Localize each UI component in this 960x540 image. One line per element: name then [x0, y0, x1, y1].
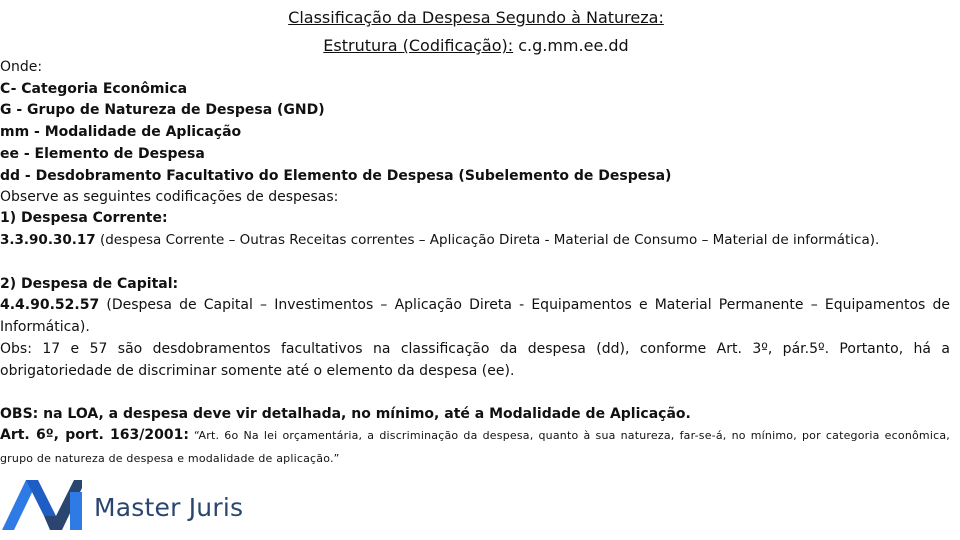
legend-item-g: G - Grupo de Natureza de Despesa (GND)	[0, 102, 325, 118]
master-juris-logo	[0, 478, 243, 536]
obs2-text: OBS: na LOA, a despesa deve vir detalhada, no mínimo, até a Modalidade de Aplicação.	[0, 406, 691, 422]
observe-text: Observe as seguintes codificações de despesas:	[0, 189, 339, 205]
legend-item-dd: dd - Desdobramento Facultativo do Elemento de Despesa (Subelemento de Despesa)	[0, 168, 672, 184]
legend-item-ee: ee - Elemento de Despesa	[0, 146, 205, 162]
legend-intro: Onde:	[0, 59, 43, 75]
example2-heading: 2) Despesa de Capital:	[0, 276, 179, 292]
example1-heading: 1) Despesa Corrente:	[0, 210, 168, 226]
example2-code: 4.4.90.52.57	[0, 297, 100, 313]
article-citation	[0, 424, 950, 470]
logo-text: Master Juris	[94, 492, 244, 522]
article-ref: Art. 6º, port. 163/2001:	[0, 427, 189, 443]
example1-text: (despesa Corrente – Outras Receitas correntes – Aplicação Direta - Material de Consumo – Material de informática).	[95, 232, 880, 248]
example2-text: (Despesa de Capital – Investimentos – Aplicação Direta - Equipamentos e Material Permanente – Equipamentos de Informática).	[0, 297, 950, 335]
example1-code: 3.3.90.30.17	[0, 232, 96, 248]
legend-item-mm: mm - Modalidade de Aplicação	[0, 124, 242, 140]
structure-code: c.g.mm.ee.dd	[513, 36, 629, 55]
article-quote: “Art. 6o Na lei orçamentária, a discriminação da despesa, quanto à sua natureza, far-se-á, no mínimo, por categoria econômica, grupo de natureza de despesa e modalidade de aplicação.”	[0, 429, 950, 465]
master-juris-logo-icon	[0, 478, 84, 536]
legend-item-c: C- Categoria Econômica	[0, 81, 188, 97]
slide-title: Classificação da Despesa Segundo à Natureza:	[288, 8, 664, 27]
slide-subtitle	[0, 36, 952, 55]
example1-body	[0, 230, 879, 250]
example2-body	[0, 294, 950, 338]
structure-label: Estrutura (Codificação):	[323, 36, 514, 55]
obs1-text: Obs: 17 e 57 são desdobramentos facultativos na classificação da despesa (dd), conforme Art. 3º, pár.5º. Portanto, há a obrigatoriedade de discriminar somente até o elemento da despesa (ee).	[0, 341, 950, 379]
